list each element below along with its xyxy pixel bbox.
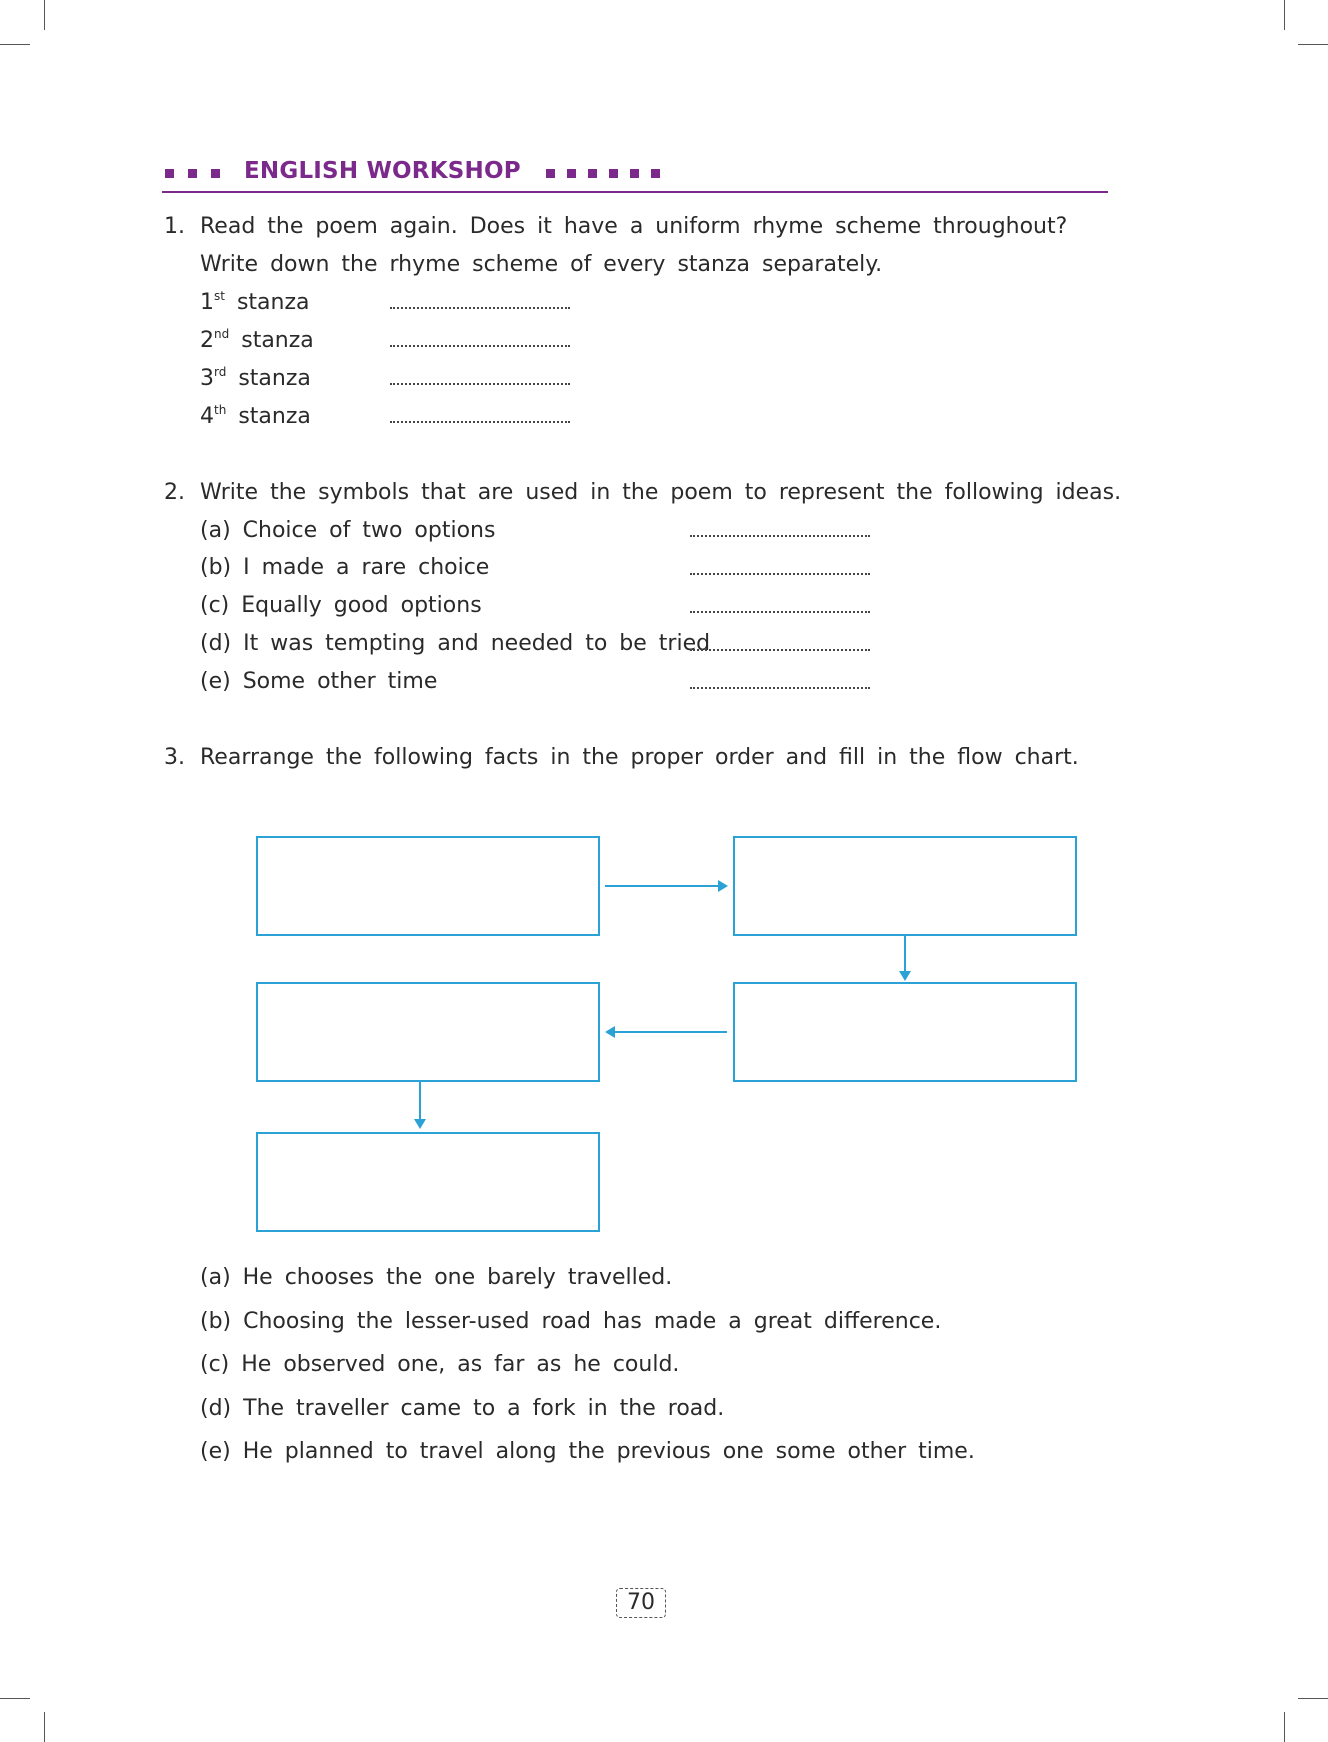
arrow-down-icon — [414, 1119, 426, 1129]
question-text: Write the symbols that are used in the poem to represent the following ideas. — [200, 480, 1122, 505]
arrow-left-icon — [605, 1026, 615, 1038]
question-text: Read the poem again. Does it have a uniform rhyme scheme throughout? — [200, 214, 1068, 239]
idea-item: (c) Equally good options — [200, 593, 482, 618]
idea-item: (e) Some other time — [200, 669, 438, 694]
fact-item: (c) He observed one, as far as he could. — [200, 1352, 680, 1377]
arrow-down-icon — [899, 971, 911, 981]
fact-item: (e) He planned to travel along the previous one some other time. — [200, 1439, 975, 1464]
stanza-label: 1st stanza — [200, 289, 310, 315]
question-number: 1. — [164, 214, 185, 239]
stanza-label: 3rd stanza — [200, 365, 311, 391]
fact-item: (a) He chooses the one barely travelled. — [200, 1265, 673, 1290]
question-text: Write down the rhyme scheme of every stanza separately. — [200, 252, 883, 277]
stanza-label: 2nd stanza — [200, 327, 314, 353]
idea-item: (a) Choice of two options — [200, 518, 496, 543]
arrow-right-icon — [718, 880, 728, 892]
fact-item: (b) Choosing the lesser-used road has made a great difference. — [200, 1309, 942, 1334]
page-number: 70 — [616, 1588, 666, 1618]
fact-item: (d) The traveller came to a fork in the road. — [200, 1396, 725, 1421]
section-title: ENGLISH WORKSHOP — [244, 158, 521, 184]
stanza-label: 4th stanza — [200, 403, 311, 429]
question-number: 2. — [164, 480, 185, 505]
question-text: Rearrange the following facts in the proper order and fill in the flow chart. — [200, 745, 1079, 770]
idea-item: (b) I made a rare choice — [200, 555, 490, 580]
idea-item: (d) It was tempting and needed to be tried — [200, 631, 711, 656]
question-number: 3. — [164, 745, 185, 770]
